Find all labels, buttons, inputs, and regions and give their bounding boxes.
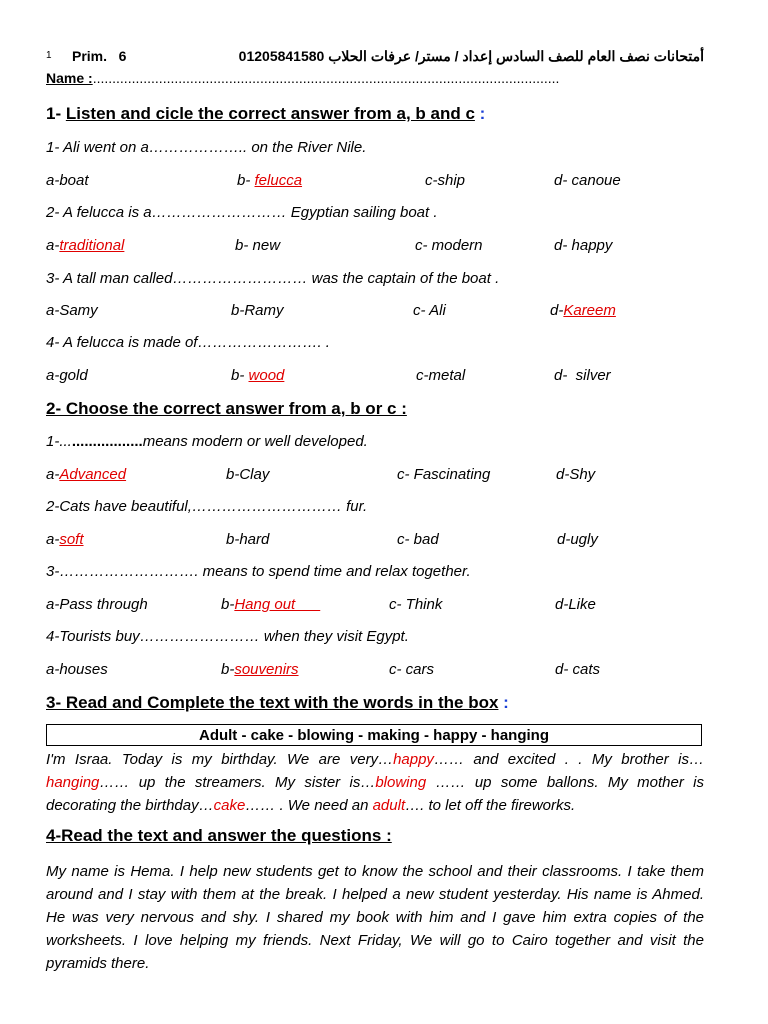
word-box: Adult - cake - blowing - making - happy - hanging	[46, 724, 702, 746]
s1-q4-opt-b: b- wood	[231, 367, 285, 384]
section-3-title	[46, 693, 509, 713]
s2-q3-opt-a: a-Pass through	[46, 596, 148, 613]
s1-q2: 2- A felucca is a……………………… Egyptian sailing boat .	[46, 204, 438, 221]
s2-q1-opt-b: b-Clay	[226, 466, 270, 483]
s2-q4-opt-d: d- cats	[555, 661, 601, 678]
section-1-title	[46, 104, 485, 124]
section-1-number: 1-	[46, 104, 66, 123]
s2-q1-opt-c: c- Fascinating	[397, 466, 491, 483]
s2-q1: 1-....................means modern or well developed.	[46, 433, 368, 450]
grade-label: Prim. 6	[72, 48, 127, 64]
text-segment: …… up some ballons. My mother is decorating the birthday…	[46, 774, 704, 814]
s2-q2: 2-Cats have beautiful,………………………… fur.	[46, 498, 368, 515]
s1-q4: 4- A felucca is made of……………………. .	[46, 334, 330, 351]
text-segment: …… and excited . . My brother is…	[433, 751, 704, 768]
s1-q3-opt-a: a-Samy	[46, 302, 98, 319]
s1-q2-opt-c: c- modern	[415, 237, 483, 254]
s1-q2-opt-d: d- happy	[554, 237, 613, 254]
name-label: Name :	[46, 70, 93, 86]
s1-q1-opt-b: b- felucca	[237, 172, 303, 189]
s2-q1-opt-a: a-Advanced	[46, 466, 127, 483]
s2-q2-opt-d: d-ugly	[557, 531, 598, 548]
filled-answer: happy	[393, 751, 434, 768]
section-3-heading: 3- Read and Complete the text with the words in the box	[46, 693, 499, 712]
page-number: 1	[46, 50, 52, 61]
s1-q1-opt-a: a-boat	[46, 172, 89, 189]
s1-q1-opt-d: d- canoue	[554, 172, 621, 189]
name-dots: ........................................................................................................................	[92, 70, 560, 86]
s2-q3-opt-b: b-Hang out	[221, 596, 321, 613]
s2-q4-opt-a: a-houses	[46, 661, 108, 678]
s1-q3-opt-c: c- Ali	[413, 302, 446, 319]
s2-q4-opt-c: c- cars	[389, 661, 434, 678]
s1-q3-opt-d: d-Kareem	[550, 302, 616, 319]
filled-answer: cake	[213, 797, 246, 814]
text-segment: …. to let off the fireworks.	[405, 797, 576, 814]
text-segment: …… . We need an	[245, 797, 373, 814]
s2-q2-opt-b: b-hard	[226, 531, 270, 548]
s1-q2-opt-a: a-traditional	[46, 237, 125, 254]
s1-q4-opt-c: c-metal	[416, 367, 466, 384]
section-1-heading: Listen and cicle the correct answer from a, b and c	[65, 104, 475, 123]
s2-q3-opt-d: d-Like	[555, 596, 596, 613]
s2-q1-opt-d: d-Shy	[556, 466, 596, 483]
s1-q3: 3- A tall man called……………………… was the captain of the boat .	[46, 270, 500, 287]
s2-q4: 4-Tourists buy…………………… when they visit Egypt.	[46, 628, 409, 645]
text-segment: I'm Israa. Today is my birthday. We are very…	[46, 751, 394, 768]
s1-q3-opt-b: b-Ramy	[231, 302, 284, 319]
s1-q2-opt-b: b- new	[235, 237, 281, 254]
filled-answer: adult	[372, 797, 406, 814]
exam-title-arabic: أمتحانات نصف العام للصف السادس إعداد / مستر/ عرفات الحلاب 01205841580	[238, 48, 704, 64]
text-segment: …… up the streamers. My sister is…	[99, 774, 376, 791]
s2-q2-opt-c: c- bad	[397, 531, 439, 548]
section-1-colon: :	[474, 104, 486, 123]
filled-answer: hanging	[46, 774, 100, 791]
name-line	[46, 70, 559, 86]
s2-q3: 3-………………………. means to spend time and relax together.	[46, 563, 471, 580]
completion-text	[46, 748, 704, 817]
section-4-title: 4-Read the text and answer the questions :	[46, 826, 392, 845]
s1-q4-opt-a: a-gold	[46, 367, 88, 384]
reading-passage: My name is Hema. I help new students get to know the school and their classrooms. I take them around and I stay with them at the break. I helped a new student yesterday. His name is Ahmed. He was very nervous and shy. I shared my book with him and I gave him extra copies of the worksheets. I love helping my friends. Next Friday, We will go to Cairo together and visit the pyramids there.	[46, 863, 704, 972]
s2-q2-opt-a: a-soft	[46, 531, 84, 548]
s1-q4-opt-d: d- silver	[554, 367, 611, 384]
filled-answer: blowing	[375, 774, 427, 791]
s1-q1-opt-c: c-ship	[425, 172, 466, 189]
s2-q4-opt-b: b-souvenirs	[221, 661, 299, 678]
s1-q1: 1- Ali went on a……………….. on the River Nile.	[46, 139, 367, 156]
section-2-title: 2- Choose the correct answer from a, b or c :	[46, 399, 407, 418]
s2-q3-opt-c: c- Think	[389, 596, 443, 613]
section-3-colon: :	[498, 693, 509, 712]
